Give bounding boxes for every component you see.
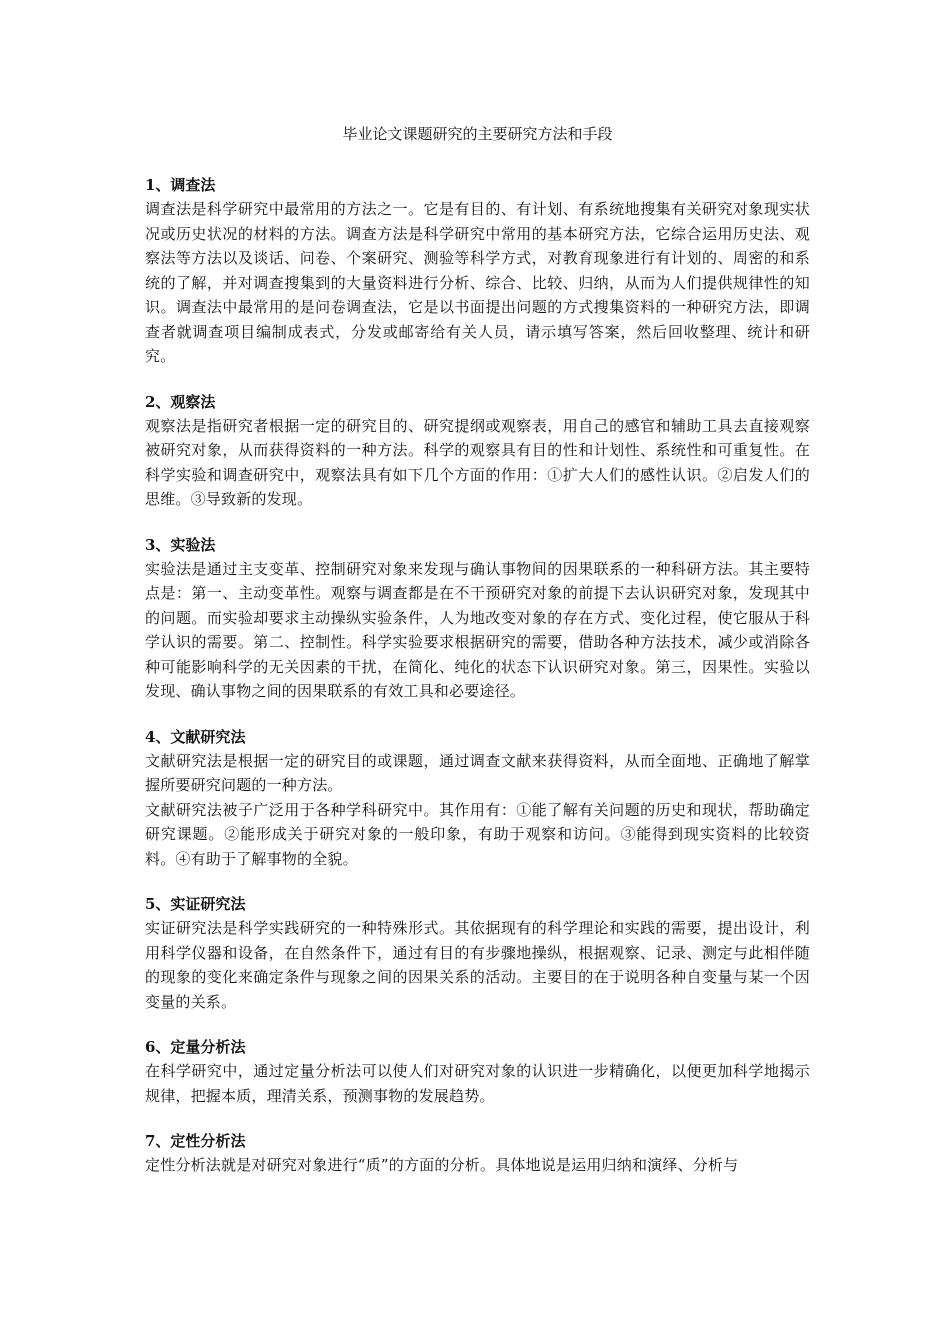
- section-paragraph: 文献研究法是根据一定的研究目的或课题，通过调查文献来获得资料，从而全面地、正确地了解掌握所要研究问题的一种方法。: [145, 751, 810, 794]
- section-literature-method: [145, 725, 810, 872]
- section-heading: 5、实证研究法: [145, 895, 246, 913]
- section-heading: 1、调查法: [145, 176, 216, 194]
- section-paragraph: 观察法是指研究者根据一定的研究目的、研究提纲或观察表，用自己的感官和辅助工具去直接观察被研究对象，从而获得资料的一种方法。科学的观察具有目的性和计划性、系统性和可重复性。在科学实验和调查研究中，观察法具有如下几个方面的作用：①扩大人们的感性认识。②启发人们的思维。③导致新的发现。: [145, 416, 810, 508]
- section-paragraph: 在科学研究中，通过定量分析法可以使人们对研究对象的认识进一步精确化，以便更加科学地揭示规律，把握本质，理清关系，预测事物的发展趋势。: [145, 1062, 810, 1105]
- section-paragraph: 实验法是通过主支变革、控制研究对象来发现与确认事物间的因果联系的一种科研方法。其主要特点是：第一、主动变革性。观察与调查都是在不干预研究对象的前提下去认识研究对象，发现其中的问题。而实验却要求主动操纵实验条件，人为地改变对象的存在方式、变化过程，使它服从于科学认识的需要。第二、控制性。科学实验要求根据研究的需要，借助各种方法技术，减少或消除各种可能影响科学的无关因素的干扰，在简化、纯化的状态下认识研究对象。第三，因果性。实验以发现、确认事物之间的因果联系的有效工具和必要途径。: [145, 559, 810, 700]
- section-heading: 6、定量分析法: [145, 1038, 246, 1056]
- section-qualitative-method: [145, 1129, 810, 1178]
- section-heading: 4、文献研究法: [145, 727, 246, 746]
- section-quantitative-method: [145, 1035, 810, 1108]
- section-survey-method: [145, 173, 810, 369]
- section-heading: 7、定性分析法: [145, 1132, 246, 1150]
- section-observation-method: [145, 390, 810, 512]
- section-heading: 3、实验法: [145, 535, 216, 554]
- section-experiment-method: [145, 533, 810, 704]
- section-heading: 2、观察法: [145, 392, 216, 411]
- section-paragraph: 定性分析法就是对研究对象进行“质”的方面的分析。具体地说是运用归纳和演绎、分析与: [145, 1156, 739, 1174]
- page-title: 毕业论文课题研究的主要研究方法和手段: [342, 125, 613, 143]
- section-empirical-method: [145, 892, 810, 1014]
- document-page: [145, 123, 810, 1199]
- section-paragraph: 实证研究法是科学实践研究的一种特殊形式。其依据现有的科学理论和实践的需要，提出设计，利用科学仪器和设备，在自然条件下，通过有目的有步骤地操纵，根据观察、记录、测定与此相伴随的现象的变化来确定条件与现象之间的因果关系的活动。主要目的在于说明各种自变量与某一个因变量的关系。: [145, 919, 810, 1011]
- section-paragraph: 文献研究法被子广泛用于各种学科研究中。其作用有：①能了解有关问题的历史和现状，帮助确定研究课题。②能形成关于研究对象的一般印象，有助于观察和访问。③能得到现实资料的比较资料。④有助于了解事物的全貌。: [145, 800, 810, 868]
- section-paragraph: 调查法是科学研究中最常用的方法之一。它是有目的、有计划、有系统地搜集有关研究对象现实状况或历史状况的材料的方法。调查方法是科学研究中常用的基本研究方法，它综合运用历史法、观察法等方法以及谈话、问卷、个案研究、测验等科学方式，对教育现象进行有计划的、周密的和系统的了解，并对调查搜集到的大量资料进行分析、综合、比较、归纳，从而为人们提供规律性的知识。调查法中最常用的是问卷调查法，它是以书面提出问题的方式搜集资料的一种研究方法，即调查者就调查项目编制成表式，分发或邮寄给有关人员，请示填写答案，然后回收整理、统计和研究。: [145, 200, 810, 365]
